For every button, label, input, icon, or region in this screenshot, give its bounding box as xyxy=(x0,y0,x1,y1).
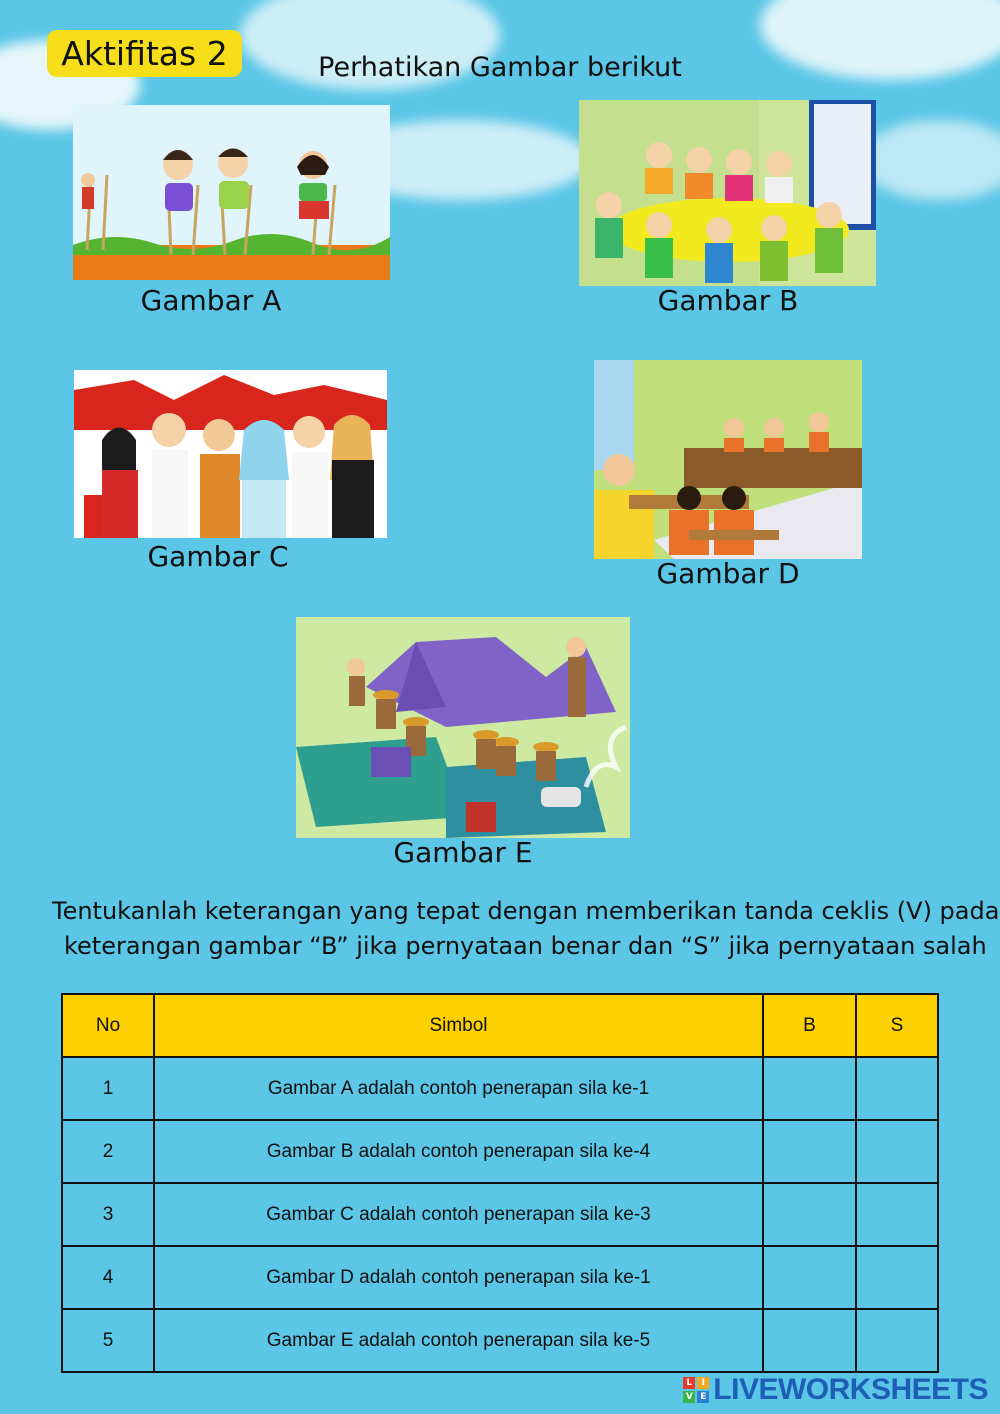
caption-gambar-a: Gambar A xyxy=(140,284,282,317)
row-number: 1 xyxy=(62,1057,154,1120)
answer-s-cell[interactable] xyxy=(856,1120,938,1183)
picture-a xyxy=(73,105,390,280)
picture-b xyxy=(579,100,876,286)
answer-s-cell[interactable] xyxy=(856,1183,938,1246)
caption-gambar-c: Gambar C xyxy=(147,540,289,573)
table-header-row xyxy=(62,994,938,1057)
answer-s-cell[interactable] xyxy=(856,1246,938,1309)
header-no: No xyxy=(62,994,154,1057)
picture-d xyxy=(594,360,862,559)
row-number: 2 xyxy=(62,1120,154,1183)
row-number: 3 xyxy=(62,1183,154,1246)
row-statement: Gambar B adalah contoh penerapan sila ke-4 xyxy=(154,1120,763,1183)
table-row xyxy=(62,1120,938,1183)
answer-b-cell[interactable] xyxy=(763,1120,856,1183)
logo-letter: I xyxy=(697,1377,709,1389)
instruction-text xyxy=(52,894,1000,964)
picture-c xyxy=(74,370,387,538)
table-row xyxy=(62,1309,938,1372)
row-number: 4 xyxy=(62,1246,154,1309)
header-s: S xyxy=(856,994,938,1057)
liveworksheets-logo[interactable] xyxy=(683,1372,988,1408)
table-row xyxy=(62,1246,938,1309)
row-statement: Gambar E adalah contoh penerapan sila ke-5 xyxy=(154,1309,763,1372)
logo-letter: E xyxy=(697,1391,709,1403)
cloud-decoration xyxy=(860,120,1000,200)
table-row xyxy=(62,1183,938,1246)
picture-e xyxy=(296,617,630,838)
caption-gambar-d: Gambar D xyxy=(656,557,800,590)
row-number: 5 xyxy=(62,1309,154,1372)
answer-s-cell[interactable] xyxy=(856,1057,938,1120)
answer-table xyxy=(61,993,939,1373)
logo-letter: V xyxy=(683,1391,695,1403)
answer-s-cell[interactable] xyxy=(856,1309,938,1372)
answer-b-cell[interactable] xyxy=(763,1183,856,1246)
row-statement: Gambar A adalah contoh penerapan sila ke-1 xyxy=(154,1057,763,1120)
row-statement: Gambar D adalah contoh penerapan sila ke-1 xyxy=(154,1246,763,1309)
activity-badge: Aktifitas 2 xyxy=(47,30,242,77)
logo-letter: L xyxy=(683,1377,695,1389)
page-heading: Perhatikan Gambar berikut xyxy=(318,52,682,83)
logo-text: LIVEWORKSHEETS xyxy=(713,1373,988,1406)
header-b: B xyxy=(763,994,856,1057)
instruction-line-1: Tentukanlah keterangan yang tepat dengan memberikan tanda ceklis (V) pada xyxy=(52,897,1000,925)
caption-gambar-b: Gambar B xyxy=(657,284,799,317)
table-row xyxy=(62,1057,938,1120)
row-statement: Gambar C adalah contoh penerapan sila ke-3 xyxy=(154,1183,763,1246)
caption-gambar-e: Gambar E xyxy=(393,836,533,869)
answer-b-cell[interactable] xyxy=(763,1057,856,1120)
answer-b-cell[interactable] xyxy=(763,1309,856,1372)
instruction-line-2: keterangan gambar “B” jika pernyataan benar dan “S” jika pernyataan salah xyxy=(64,932,987,960)
logo-mark-icon xyxy=(683,1377,709,1403)
header-simbol: Simbol xyxy=(154,994,763,1057)
answer-b-cell[interactable] xyxy=(763,1246,856,1309)
